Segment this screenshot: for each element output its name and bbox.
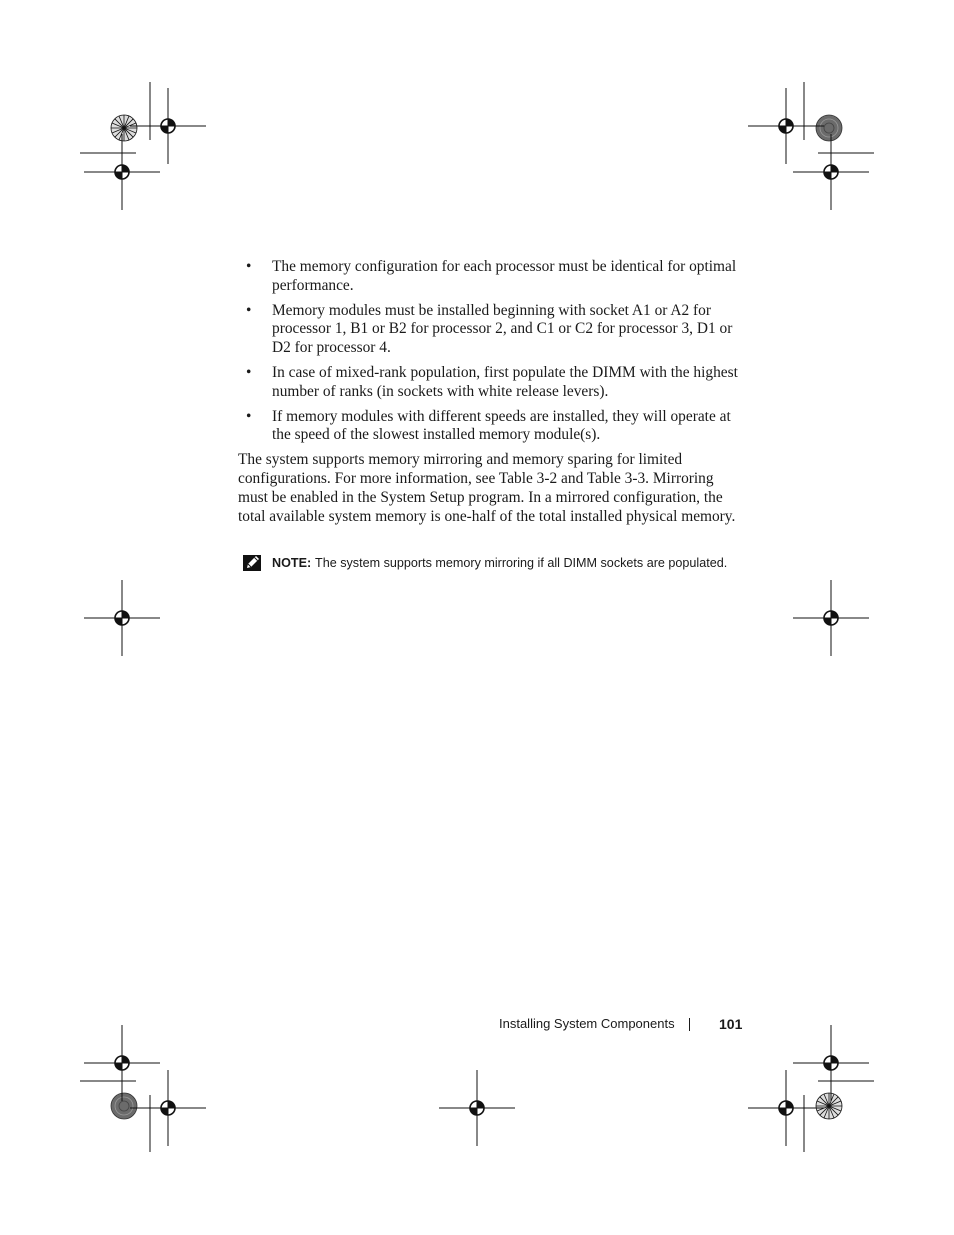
bullet-dot: •	[246, 407, 252, 425]
bullet-text: If memory modules with different speeds are installed, they will operate at the speed of the slowest installed memory module(s).	[272, 407, 731, 444]
bullet-text: The memory configuration for each processor must be identical for optimal performance.	[272, 258, 737, 294]
bullet-list	[238, 258, 738, 445]
pencil-note-icon	[242, 554, 262, 572]
footer-divider	[689, 1018, 690, 1031]
note-text: The system supports memory mirroring if all DIMM sockets are populated.	[315, 556, 728, 570]
footer-section-title: Installing System Components	[499, 1016, 675, 1031]
bullet-dot: •	[246, 258, 252, 275]
list-item	[238, 258, 738, 296]
page-content	[238, 258, 738, 526]
note-label: NOTE:	[272, 556, 312, 570]
bullet-text: Memory modules must be installed beginning with socket A1 or A2 for processor 1, B1 or B2 for processor 2, and C1 or C2 for processor 3, D1 or D2 for processor 4.	[272, 301, 733, 357]
bullet-dot: •	[246, 301, 252, 319]
bullet-dot: •	[246, 363, 252, 381]
list-item	[238, 302, 738, 358]
page-number: 101	[719, 1016, 743, 1032]
body-paragraph: The system supports memory mirroring and memory sparing for limited configurations. For more information, see Table 3-2 and Table 3-3. Mirroring must be enabled in the System Setup program. In a mirrored configuration, the total available system memory is one-half of the total installed physical memory.	[238, 451, 736, 525]
list-item	[238, 408, 738, 446]
list-item	[238, 364, 738, 402]
bullet-text: In case of mixed-rank population, first populate the DIMM with the highest number of ranks (in sockets with white release levers).	[272, 363, 738, 400]
